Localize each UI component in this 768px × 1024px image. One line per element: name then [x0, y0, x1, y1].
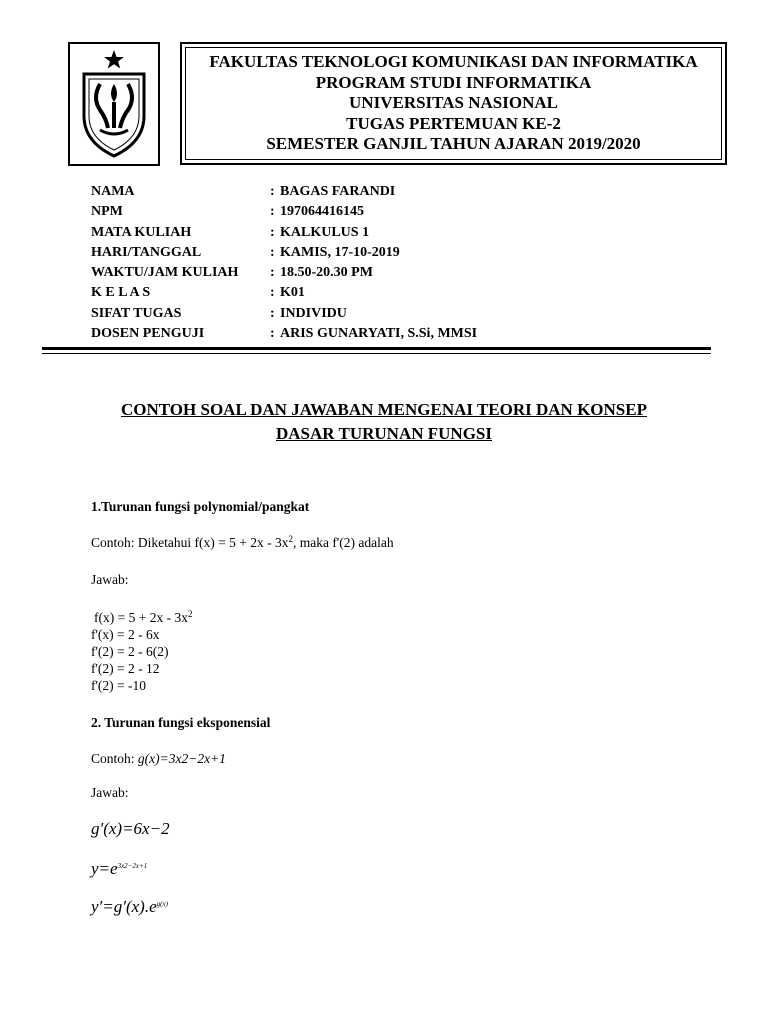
equation-yprime [91, 897, 168, 917]
example-suffix: , maka f'(2) adalah [292, 535, 394, 550]
derivative-step: f'(x) = 2 - 6x [91, 627, 160, 642]
info-key: K E L A S [91, 285, 151, 301]
faculty-name: FAKULTAS TEKNOLOGI KOMUNIKASI DAN INFORMATIKA [209, 52, 698, 72]
equation-y [91, 859, 147, 879]
info-value: KALKULUS 1 [280, 224, 370, 240]
info-key: MATA KULIAH [91, 224, 192, 240]
equation-y-base: y=e [91, 859, 118, 878]
info-key: WAKTU/JAM KULIAH [91, 265, 239, 281]
program-name: PROGRAM STUDI INFORMATIKA [315, 72, 592, 92]
header-box [180, 42, 727, 165]
student-info-table [91, 182, 477, 344]
info-row [91, 202, 477, 222]
info-colon: : [270, 224, 275, 240]
info-colon: : [270, 285, 275, 301]
header-inner [185, 47, 722, 160]
info-value: 197064416145 [280, 204, 364, 220]
info-value: KAMIS, 17-10-2019 [280, 244, 400, 260]
info-value: 18.50-20.30 PM [280, 265, 373, 281]
semester-line: SEMESTER GANJIL TAHUN AJARAN 2019/2020 [266, 134, 641, 154]
derivative-step: f'(2) = -10 [91, 678, 147, 693]
section1-example [91, 535, 394, 551]
section2-answer-label: Jawab: [91, 785, 129, 800]
info-key: DOSEN PENGUJI [91, 326, 205, 342]
info-key: NPM [91, 204, 123, 220]
function-base: f(x) = 5 + 2x - 3x [94, 610, 188, 625]
info-row [91, 283, 477, 303]
example-exponent: 2 [288, 534, 293, 544]
equation-y-exponent: 3x2−2x+1 [117, 862, 148, 870]
info-colon: : [270, 184, 275, 199]
derivative-step: f'(2) = 2 - 12 [91, 661, 160, 676]
equation-yprime-base: y′=g′(x).e [91, 897, 157, 916]
info-row [91, 223, 477, 243]
derivative-step: f'(2) = 2 - 6(2) [91, 644, 169, 659]
info-row [91, 324, 477, 344]
section2-heading: 2. Turunan fungsi eksponensial [91, 715, 271, 730]
section1-heading: 1.Turunan fungsi polynomial/pangkat [91, 499, 310, 514]
university-name: UNIVERSITAS NASIONAL [349, 93, 558, 113]
divider-thin [42, 353, 711, 354]
info-value: ARIS GUNARYATI, S.Si, MMSI [280, 326, 478, 342]
section2-example [91, 751, 226, 767]
info-row [91, 182, 477, 202]
info-colon: : [270, 265, 275, 281]
assignment-title: TUGAS PERTEMUAN KE-2 [346, 113, 561, 133]
section1-function [94, 610, 192, 626]
example-expression: g(x)=3x2−2x+1 [137, 751, 226, 766]
info-row [91, 243, 477, 263]
info-value: K01 [280, 285, 305, 301]
info-key: SIFAT TUGAS [91, 305, 182, 321]
info-colon: : [270, 204, 275, 220]
info-value: INDIVIDU [280, 305, 347, 321]
function-exponent: 2 [187, 609, 193, 619]
example-prefix: Contoh: Diketahui f(x) = 5 + 2x - 3x [91, 535, 289, 550]
document-title-line2: DASAR TURUNAN FUNGSI [276, 424, 492, 443]
info-colon: : [270, 305, 275, 321]
info-key: NAMA [91, 184, 135, 199]
info-colon: : [270, 326, 275, 342]
info-row [91, 263, 477, 283]
equation-yprime-exponent: g(x) [156, 900, 168, 908]
example-label: Contoh: [91, 751, 138, 766]
equation-gprime: g′(x)=6x−2 [91, 819, 170, 838]
divider-thick [42, 347, 711, 350]
info-row [91, 304, 477, 324]
document-title-line1: CONTOH SOAL DAN JAWABAN MENGENAI TEORI DAN KONSEP [121, 400, 647, 419]
info-colon: : [270, 244, 275, 260]
info-key: HARI/TANGGAL [91, 244, 202, 260]
university-logo [68, 42, 160, 166]
section1-answer-label: Jawab: [91, 572, 129, 587]
info-value: BAGAS FARANDI [280, 184, 396, 199]
